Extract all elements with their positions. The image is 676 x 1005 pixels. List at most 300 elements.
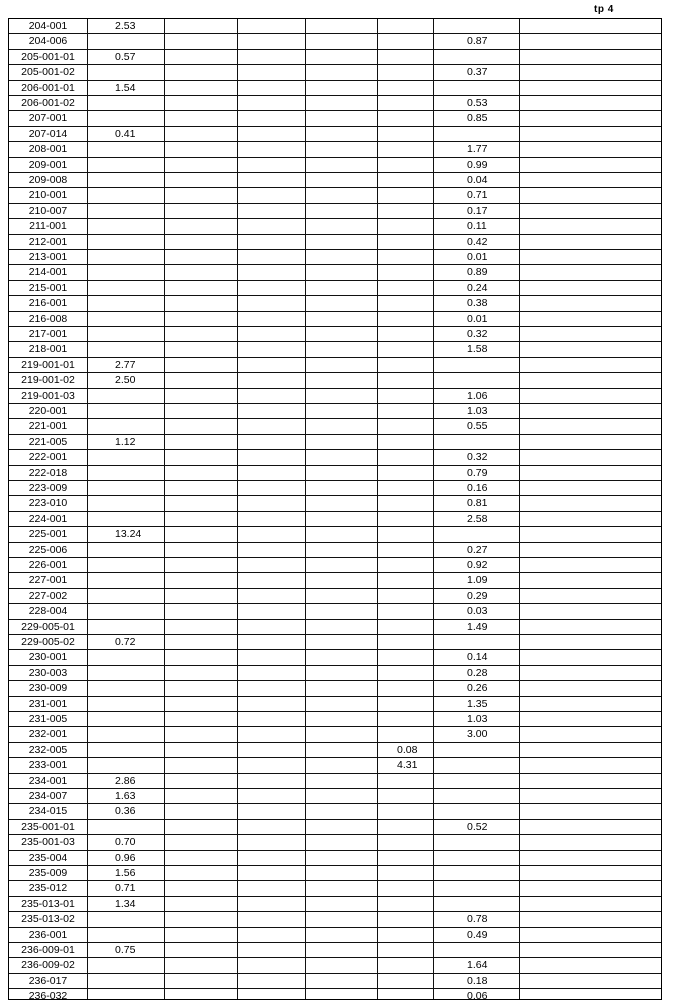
value-cell [391, 65, 439, 79]
value-cell: 0.89 [467, 266, 488, 279]
value-cell [391, 989, 439, 1004]
row-code: 214-001 [28, 266, 68, 279]
value-cell: 1.03 [467, 713, 488, 725]
row-code: 231-001 [28, 697, 68, 710]
value-cell [461, 881, 519, 895]
value-cell [391, 404, 439, 418]
row-code: 209-008 [28, 174, 68, 186]
table-row [9, 404, 661, 419]
value-cell: 0.37 [467, 66, 488, 79]
row-code: 210-007 [28, 204, 68, 217]
table-row [9, 496, 661, 511]
row-code: 236-009-01 [21, 944, 75, 956]
value-cell: 0.26 [467, 682, 488, 695]
value-cell: 0.18 [467, 974, 488, 987]
value-cell [391, 450, 439, 464]
value-cell: 0.01 [467, 251, 488, 263]
row-code: 231-005 [28, 713, 68, 725]
value-cell: 0.32 [467, 328, 488, 340]
value-cell: 0.49 [467, 928, 488, 941]
value-cell [111, 404, 171, 418]
row-code: 230-009 [28, 682, 68, 695]
value-cell [461, 527, 519, 541]
value-cell [111, 450, 171, 464]
row-code: 236-017 [28, 974, 68, 987]
value-cell [461, 127, 519, 141]
value-cell [461, 897, 519, 911]
value-cell [111, 727, 171, 741]
value-cell [391, 650, 439, 664]
row-code: 204-006 [28, 35, 68, 48]
row-code: 219-001-03 [21, 389, 75, 402]
value-cell [461, 635, 519, 649]
table-row [9, 34, 661, 49]
table-row [9, 358, 661, 373]
value-cell [461, 19, 519, 33]
value-cell [111, 681, 171, 695]
value-cell [111, 743, 171, 757]
value-cell [111, 543, 171, 557]
row-code: 210-001 [28, 189, 68, 202]
value-cell: 2.77 [115, 358, 136, 371]
value-cell: 0.96 [115, 851, 136, 864]
value-cell: 1.54 [115, 81, 136, 94]
table-row [9, 712, 661, 727]
value-cell: 0.99 [467, 158, 488, 171]
row-code: 224-001 [28, 512, 68, 525]
row-code: 206-001-01 [21, 81, 75, 94]
value-cell [391, 466, 439, 480]
table-row [9, 666, 661, 681]
value-cell [391, 789, 439, 803]
row-code: 205-001-02 [21, 66, 75, 79]
value-cell [111, 204, 171, 218]
value-cell [391, 34, 439, 48]
table-row [9, 604, 661, 619]
value-cell [461, 435, 519, 449]
table-row [9, 173, 661, 188]
table-row [9, 758, 661, 773]
value-cell [461, 358, 519, 372]
value-cell: 0.75 [115, 944, 136, 956]
table-row [9, 296, 661, 311]
value-cell [111, 589, 171, 603]
row-code: 207-014 [28, 127, 68, 140]
value-cell [391, 127, 439, 141]
value-cell [391, 897, 439, 911]
value-cell [391, 928, 439, 942]
table-row [9, 635, 661, 650]
value-cell [111, 96, 171, 110]
value-cell [391, 804, 439, 818]
value-cell [111, 512, 171, 526]
value-cell [111, 758, 171, 772]
value-cell: 0.79 [467, 466, 488, 479]
row-code: 219-001-01 [21, 358, 75, 371]
value-cell [391, 635, 439, 649]
value-cell [391, 219, 439, 233]
table-row [9, 697, 661, 712]
value-cell [391, 866, 439, 880]
row-code: 205-001-01 [21, 50, 75, 63]
value-cell [391, 881, 439, 895]
value-cell [461, 81, 519, 95]
value-cell: 2.86 [115, 774, 136, 787]
table-row [9, 804, 661, 819]
table-row [9, 188, 661, 203]
value-cell [391, 96, 439, 110]
value-cell: 0.17 [467, 204, 488, 217]
row-code: 209-001 [28, 158, 68, 171]
value-cell [391, 558, 439, 572]
value-cell: 1.34 [115, 897, 136, 910]
row-code: 206-001-02 [21, 97, 75, 109]
value-cell [461, 943, 519, 957]
value-cell [391, 958, 439, 972]
row-code: 211-001 [29, 220, 67, 233]
value-cell: 2.50 [115, 374, 136, 387]
row-code: 229-005-01 [21, 620, 75, 633]
value-cell: 0.36 [115, 805, 136, 818]
value-cell [391, 851, 439, 865]
value-cell: 0.57 [115, 50, 136, 63]
value-cell [111, 820, 171, 834]
value-cell [461, 774, 519, 788]
value-cell: 0.04 [467, 174, 488, 186]
table-row [9, 265, 661, 280]
table-row [9, 743, 661, 758]
value-cell [111, 604, 171, 618]
value-cell [391, 50, 439, 64]
value-cell [391, 235, 439, 249]
table-row [9, 127, 661, 142]
value-cell: 1.03 [467, 405, 488, 417]
table-row [9, 774, 661, 789]
table-row [9, 835, 661, 850]
row-code: 234-015 [28, 805, 68, 818]
value-cell [391, 666, 439, 680]
value-cell [111, 327, 171, 341]
value-cell [391, 820, 439, 834]
value-cell: 0.08 [397, 743, 418, 756]
row-code: 236-001 [28, 928, 68, 941]
value-cell [111, 65, 171, 79]
value-cell: 0.38 [467, 297, 488, 310]
value-cell [111, 650, 171, 664]
value-cell [391, 173, 439, 187]
value-cell [111, 312, 171, 326]
table-row [9, 650, 661, 665]
value-cell [111, 173, 171, 187]
table-row [9, 820, 661, 835]
value-cell [461, 789, 519, 803]
table-row [9, 250, 661, 265]
value-cell [391, 481, 439, 495]
row-code: 216-008 [28, 312, 68, 325]
value-cell: 1.63 [115, 790, 136, 802]
value-cell [391, 312, 439, 326]
row-code: 235-001-01 [21, 820, 75, 833]
table-row [9, 928, 661, 943]
value-cell: 0.41 [115, 127, 136, 140]
value-cell [111, 34, 171, 48]
table-row [9, 50, 661, 65]
value-cell [111, 666, 171, 680]
value-cell: 1.49 [467, 620, 488, 633]
row-code: 235-013-01 [21, 897, 75, 910]
value-cell [461, 373, 519, 387]
value-cell [391, 774, 439, 788]
value-cell [111, 111, 171, 125]
table-row [9, 327, 661, 342]
row-code: 225-001 [28, 528, 68, 541]
table-row [9, 419, 661, 434]
value-cell [111, 466, 171, 480]
row-code: 220-001 [28, 405, 68, 417]
row-code: 235-009 [28, 867, 68, 879]
value-cell [111, 296, 171, 310]
value-cell [111, 958, 171, 972]
value-cell [111, 265, 171, 279]
value-cell: 0.85 [467, 112, 488, 125]
value-cell [461, 758, 519, 772]
value-cell [391, 543, 439, 557]
row-code: 229-005-02 [21, 636, 75, 648]
row-code: 221-005 [28, 435, 68, 448]
value-cell [391, 573, 439, 587]
value-cell [391, 296, 439, 310]
table-row [9, 527, 661, 542]
value-cell [111, 235, 171, 249]
value-cell [391, 419, 439, 433]
value-cell [391, 81, 439, 95]
value-cell: 1.12 [115, 435, 136, 448]
row-code: 234-001 [28, 774, 68, 787]
value-cell [391, 373, 439, 387]
value-cell: 0.24 [467, 281, 488, 294]
value-cell [391, 342, 439, 356]
table-row [9, 543, 661, 558]
value-cell: 0.28 [467, 666, 488, 679]
value-cell [111, 620, 171, 634]
value-cell [391, 620, 439, 634]
table-row [9, 481, 661, 496]
value-cell [391, 604, 439, 618]
table-row [9, 620, 661, 635]
table-row [9, 158, 661, 173]
row-code: 236-009-02 [21, 959, 75, 972]
table-row [9, 681, 661, 696]
row-code: 232-001 [28, 728, 68, 741]
value-cell [111, 989, 171, 1004]
table-row [9, 974, 661, 989]
row-code: 225-006 [28, 543, 68, 556]
row-code: 216-001 [28, 297, 68, 310]
value-cell: 3.00 [467, 728, 488, 741]
value-cell [391, 389, 439, 403]
row-code: 233-001 [28, 759, 68, 772]
value-cell [111, 712, 171, 726]
row-code: 235-001-03 [21, 836, 75, 849]
value-cell: 1.64 [467, 959, 488, 972]
row-code: 235-013-02 [21, 913, 75, 926]
table-row [9, 912, 661, 927]
table-row [9, 435, 661, 450]
value-cell: 1.35 [467, 697, 488, 710]
row-code: 222-001 [28, 451, 68, 464]
row-code: 223-010 [28, 497, 68, 510]
table-row [9, 466, 661, 481]
value-cell: 1.06 [467, 389, 488, 402]
value-cell [111, 974, 171, 988]
value-cell [111, 342, 171, 356]
row-code: 208-001 [28, 143, 68, 156]
value-cell: 0.03 [467, 605, 488, 618]
value-cell [111, 281, 171, 295]
value-cell: 13.24 [115, 528, 142, 541]
row-code: 204-001 [28, 20, 68, 32]
value-cell [111, 250, 171, 264]
value-cell [391, 158, 439, 172]
value-cell [391, 712, 439, 726]
table-row [9, 450, 661, 465]
value-cell [111, 419, 171, 433]
value-cell: 0.72 [115, 636, 136, 648]
value-cell: 0.29 [467, 589, 488, 602]
row-code: 234-007 [28, 790, 68, 802]
table-row [9, 512, 661, 527]
row-code: 236-032 [28, 990, 68, 1003]
table-row [9, 789, 661, 804]
value-cell: 0.71 [115, 882, 136, 895]
value-cell: 0.53 [467, 97, 488, 109]
row-code: 217-001 [28, 328, 68, 340]
table-row [9, 851, 661, 866]
table-row [9, 204, 661, 219]
table-row [9, 342, 661, 357]
row-code: 223-009 [28, 482, 68, 494]
value-cell: 0.81 [467, 497, 488, 510]
value-cell: 0.14 [467, 651, 488, 664]
value-cell [391, 512, 439, 526]
table-row [9, 389, 661, 404]
row-code: 230-001 [28, 651, 68, 664]
value-cell [391, 727, 439, 741]
table-row [9, 881, 661, 896]
row-code: 213-001 [28, 251, 68, 263]
table-row [9, 727, 661, 742]
row-code: 227-002 [28, 589, 68, 602]
value-cell: 0.11 [467, 220, 487, 233]
row-code: 235-012 [28, 882, 68, 895]
table-row [9, 897, 661, 912]
table-row [9, 96, 661, 111]
value-cell [391, 111, 439, 125]
value-cell: 1.77 [467, 143, 488, 156]
table-row [9, 866, 661, 881]
table-row [9, 312, 661, 327]
value-cell: 0.42 [467, 235, 488, 248]
row-code: 232-005 [28, 743, 68, 756]
value-cell: 0.32 [467, 451, 488, 464]
value-cell [111, 928, 171, 942]
table-row [9, 373, 661, 388]
value-cell [391, 327, 439, 341]
value-cell [391, 943, 439, 957]
table-row [9, 558, 661, 573]
page-number: tp 4 [594, 4, 614, 15]
ledger-table [8, 18, 662, 1003]
value-cell [461, 851, 519, 865]
value-cell: 2.58 [467, 512, 488, 525]
value-cell [391, 265, 439, 279]
value-cell [391, 589, 439, 603]
row-code: 235-004 [28, 851, 68, 864]
value-cell: 0.16 [467, 482, 488, 494]
table-row [9, 573, 661, 588]
value-cell: 0.52 [467, 820, 488, 833]
row-code: 218-001 [28, 343, 68, 356]
value-cell [111, 558, 171, 572]
row-code: 222-018 [28, 466, 68, 479]
value-cell [111, 481, 171, 495]
table-row [9, 65, 661, 80]
value-cell [391, 912, 439, 926]
value-cell [111, 219, 171, 233]
row-code: 215-001 [28, 281, 68, 294]
value-cell [461, 866, 519, 880]
value-cell: 0.78 [467, 913, 488, 926]
row-code: 227-001 [28, 574, 68, 587]
table-row [9, 958, 661, 973]
value-cell [391, 835, 439, 849]
value-cell: 0.70 [115, 836, 136, 849]
value-cell [111, 188, 171, 202]
value-cell [391, 435, 439, 449]
row-code: 228-004 [28, 605, 68, 618]
value-cell [391, 527, 439, 541]
table-row [9, 989, 661, 1004]
value-cell: 0.55 [467, 420, 488, 433]
row-code: 221-001 [28, 420, 68, 433]
value-cell [391, 188, 439, 202]
row-code: 207-001 [28, 112, 68, 125]
table-row [9, 219, 661, 234]
value-cell [111, 496, 171, 510]
value-cell: 1.56 [115, 867, 136, 879]
value-cell [111, 697, 171, 711]
value-cell [111, 912, 171, 926]
table-row [9, 19, 661, 34]
row-code: 212-001 [28, 235, 68, 248]
table-row [9, 589, 661, 604]
value-cell [391, 142, 439, 156]
value-cell [461, 804, 519, 818]
value-cell: 0.87 [467, 35, 488, 48]
value-cell [111, 158, 171, 172]
value-cell [111, 389, 171, 403]
value-cell: 1.58 [467, 343, 488, 356]
table-row [9, 111, 661, 126]
value-cell [391, 250, 439, 264]
table-row [9, 943, 661, 958]
value-cell: 0.92 [467, 559, 488, 571]
value-cell [461, 743, 519, 757]
value-cell [391, 974, 439, 988]
value-cell [391, 358, 439, 372]
value-cell [391, 281, 439, 295]
value-cell [111, 573, 171, 587]
